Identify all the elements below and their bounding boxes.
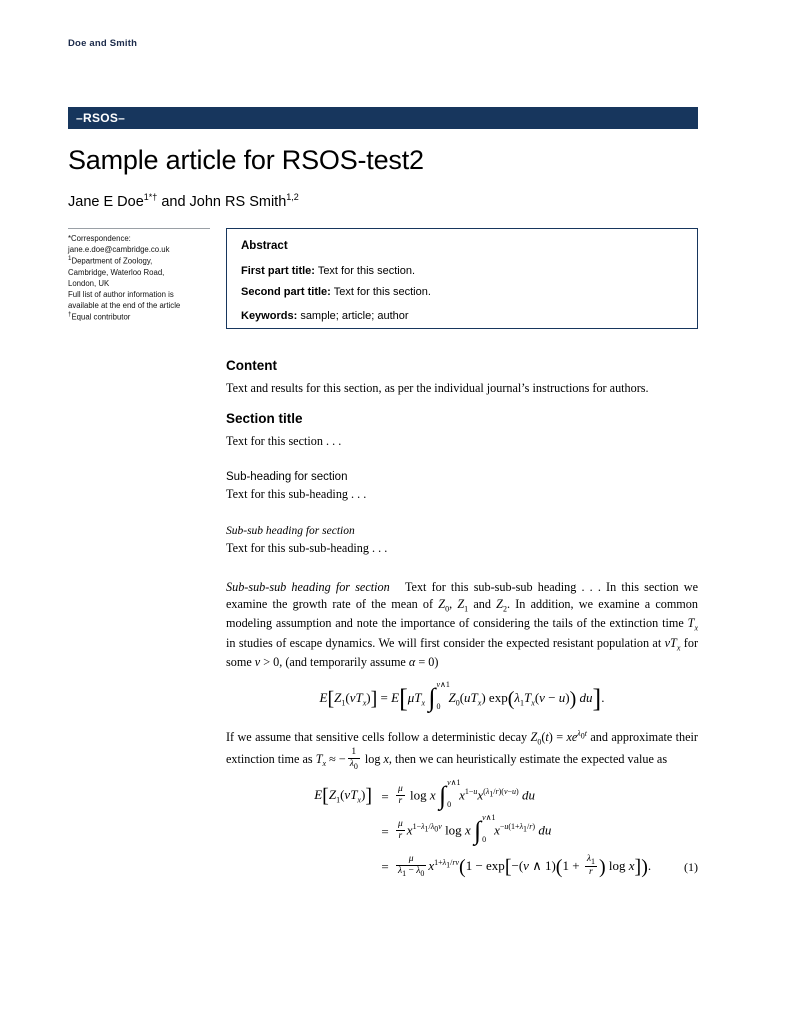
page-title: Sample article for RSOS-test2	[68, 145, 424, 175]
abstract-keywords-label: Keywords:	[241, 309, 298, 322]
equal-contributor-text: Equal contributor	[71, 312, 131, 322]
correspondence-email[interactable]: jane.e.doe@cambridge.co.uk	[68, 245, 170, 255]
margin-notes-rule	[68, 228, 210, 229]
address-line-1: Cambridge, Waterloo Road,	[68, 267, 165, 277]
correspondence-label: *Correspondence:	[68, 234, 131, 243]
heading-content: Content	[226, 358, 277, 373]
abstract-part-1	[241, 263, 683, 280]
abstract-part-2	[241, 284, 683, 301]
abstract-title: Abstract	[241, 240, 288, 252]
paragraph-sub: Text for this sub-heading . . .	[226, 487, 367, 502]
author-info-note-2: available at the end of the article	[68, 300, 181, 310]
author-two-marks: 1,2	[286, 192, 299, 202]
author-list	[68, 192, 708, 210]
running-head: Doe and Smith	[68, 38, 138, 49]
author-info-note-1: Full list of author information is	[68, 289, 174, 299]
author-two: John RS Smith	[189, 193, 287, 210]
abstract-box	[226, 228, 698, 329]
abstract-part-2-text: Text for this section.	[333, 285, 431, 298]
equation-2-tag: (1)	[684, 859, 698, 874]
paragraph-section: Text for this section . . .	[226, 433, 342, 448]
equation-display-1: $E[Z_1(vT_x)] = E[\mu T_x$ ∫ v∧1 0 $Z_0(uT_x) \exp(\lambda_1T_x(v - u))$ du].	[319, 680, 605, 714]
abstract-part-1-text: Text for this section.	[317, 264, 416, 277]
equation-2-rel-3: =	[381, 859, 389, 875]
equation-2-row-1: $\frac{\mu}{r}$ log x ∫ v∧1 0 $x^{1-u}x^{(\lambda_1/r)(v-u)}$ du	[398, 777, 535, 810]
journal-banner	[68, 107, 698, 129]
equal-contributor-marker: †	[68, 311, 72, 319]
heading-sub-sub-sub: Sub-sub-sub heading for section	[226, 579, 390, 594]
heading-sub: Sub-heading for section	[226, 471, 348, 484]
equal-contributor-line	[68, 311, 218, 323]
paragraph-sub-sub-sub: Sub-sub-sub heading for section Text for this sub-sub-sub heading . . . In this section we examine the growth rate of the mean of $Z_0$, $Z_1$ and $Z_2$. In addition, we examine a common modeling assumption and note the importance of considering the tails of the extinction time $T_x$ in studies of escape dynamics. We will first consider the expected resistant population at $vT_x$ for some v > 0, (and temporarily assume α = 0)	[226, 579, 699, 669]
equation-2-rel-2: =	[381, 823, 389, 839]
heading-sub-sub: Sub-sub heading for section	[226, 525, 355, 538]
body-column	[226, 358, 698, 879]
affiliation-text: Department of Zoology,	[71, 256, 153, 266]
author-one: Jane E Doe	[68, 193, 144, 210]
paragraph-content: Text and results for this section, as per the individual journal’s instructions for authors.	[226, 381, 649, 395]
abstract-keywords	[241, 308, 683, 325]
heading-section-title: Section title	[226, 410, 303, 426]
abstract-keywords-text: sample; article; author	[300, 309, 409, 322]
equation-2-row-3: $\frac{\mu}{\lambda_1 - \lambda_0}$ $x^{1+\lambda_1/rv}(1 - \exp[-(v$ ∧ 1)(1 + $\frac{\lambda_1}{r}$ ) log x]).	[398, 854, 652, 879]
address-line-2: London, UK	[68, 278, 110, 288]
margin-notes	[68, 228, 218, 323]
author-one-marks: 1*†	[143, 192, 158, 202]
paragraph-sub-sub: Text for this sub-sub-heading . . .	[226, 541, 388, 556]
journal-banner-label: –RSOS–	[76, 111, 126, 125]
affiliation-line	[68, 255, 218, 267]
equation-2-lhs: $E[Z_1(vT_x)]$	[314, 785, 372, 808]
paragraph-after-equation: If we assume that sensitive cells follow a deterministic decay $Z_0(t) = xe^{\lambda_0t}$ and approximate their extinction time as $T_x$ ≈ − $\frac{1}{\lambda_0}$ log x, then we can heuristically estimate the expected value as	[226, 729, 698, 772]
equation-2-row-2: $\frac{\mu}{r}$ $x^{1-\lambda_1/\lambda_0v}$ log x ∫ v∧1 0 $x^{-u(1+\lambda_1/r)}$ du	[398, 812, 552, 845]
abstract-part-1-label: First part title:	[241, 264, 315, 277]
equation-2-rel-1: =	[381, 788, 389, 804]
equation-display-2	[226, 777, 698, 879]
affiliation-marker: 1	[68, 255, 72, 263]
author-conjunction: and	[157, 193, 190, 210]
abstract-part-2-label: Second part title:	[241, 285, 331, 298]
